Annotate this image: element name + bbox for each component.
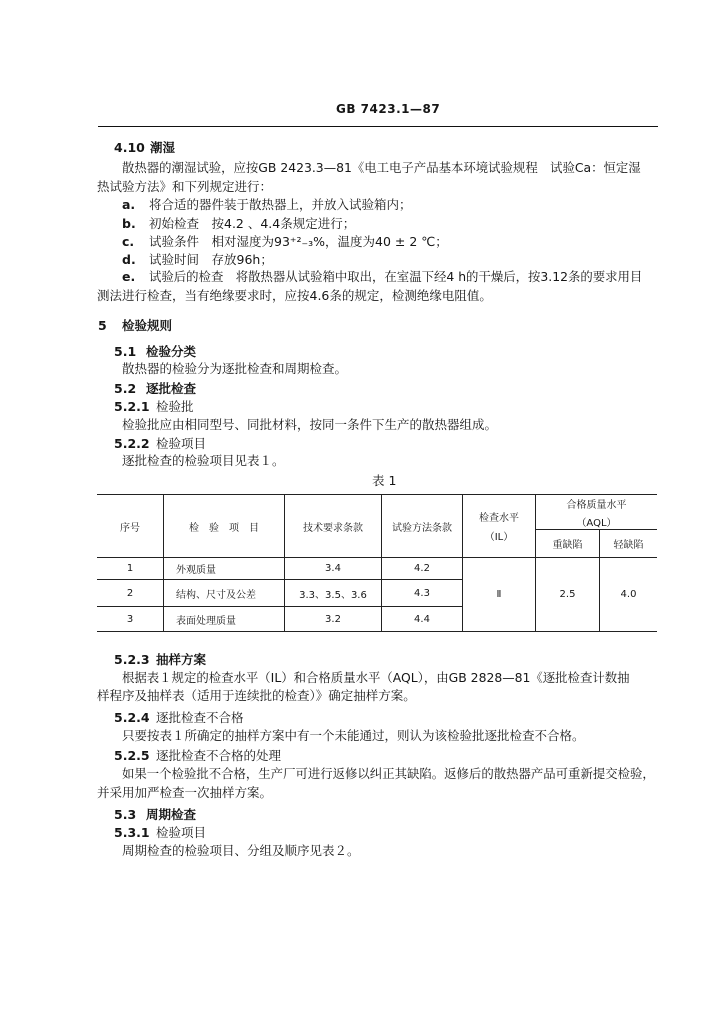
section-5-title: 检验规则 [122, 318, 173, 333]
section-5-2-title: 逐批检查 [146, 381, 197, 396]
table-cell: 4.3 [382, 580, 463, 607]
list-item-marker: b. [122, 216, 136, 231]
list-item-text: 试验后的检查 将散热器从试验箱中取出，在室温下经4 h的干燥后，按3.12条的要求用目 [149, 269, 643, 284]
paragraph-line: 样程序及抽样表（适用于连续批的检查）》确定抽样方案。 [97, 688, 416, 703]
section-5-2-4-title: 逐批检查不合格 [156, 710, 244, 725]
section-5-number: 5 [98, 318, 107, 333]
section-4-10-number: 4.10 [114, 140, 145, 155]
aql-header-line: 合格质量水平 [566, 499, 627, 511]
aql-header-line: （AQL） [576, 517, 617, 529]
table-header-cell [536, 495, 658, 530]
table-cell: 2.5 [536, 558, 600, 632]
section-5-2-3-title: 抽样方案 [156, 652, 207, 667]
section-5-2-3-number: 5.2.3 [114, 652, 150, 667]
section-5-2-1-number: 5.2.1 [114, 399, 150, 414]
table-header-cell: 序号 [97, 495, 164, 558]
paragraph-line: 热试验方法》和下列规定进行： [97, 179, 273, 194]
table-header-cell [463, 495, 536, 558]
table-1 [97, 494, 657, 632]
table-cell: 3.4 [285, 558, 382, 580]
page-header: GB 7423.1—87 [336, 102, 441, 116]
table-cell: 3.2 [285, 607, 382, 632]
table-header-cell: 轻缺陷 [600, 530, 658, 558]
table-cell: 结构、尺寸及公差 [164, 580, 285, 607]
section-5-2-5-title: 逐批检查不合格的处理 [156, 748, 282, 763]
paragraph-line: 只要按表１所确定的抽样方案中有一个未能通过，则认为该检验批逐批检查不合格。 [122, 728, 585, 743]
section-5-3-1-number: 5.3.1 [114, 825, 150, 840]
table-header-cell: 检 验 项 目 [164, 495, 285, 558]
section-5-2-4-number: 5.2.4 [114, 710, 150, 725]
paragraph-line: 测法进行检查，当有绝缘要求时，应按4.6条的规定，检测绝缘电阻值。 [97, 288, 492, 303]
table-cell: 4.0 [600, 558, 658, 632]
section-5-3-number: 5.3 [114, 807, 137, 822]
list-item-text: 初始检查 按4.2 、4.4条规定进行； [149, 216, 356, 231]
list-item-text: 试验条件 相对湿度为93⁺²₋₃%，温度为40 ± 2 ℃； [149, 234, 448, 249]
il-header-line: （IL） [484, 532, 514, 543]
table-cell: 2 [97, 580, 164, 607]
table-header-cell: 技术要求条款 [285, 495, 382, 558]
list-item-marker: d. [122, 252, 136, 267]
list-item-marker: e. [122, 269, 136, 284]
table-cell: 外观质量 [164, 558, 285, 580]
list-item-text: 将合适的器件装于散热器上，并放入试验箱内； [149, 197, 412, 212]
section-5-1-title: 检验分类 [146, 344, 197, 359]
il-header-line: 检查水平 [479, 513, 519, 524]
section-4-10-title: 潮湿 [150, 140, 176, 155]
table-caption: 表 1 [372, 473, 397, 488]
section-5-2-number: 5.2 [114, 381, 137, 396]
section-5-2-2-title: 检验项目 [156, 436, 207, 451]
section-5-3-title: 周期检查 [146, 807, 197, 822]
paragraph-line: 散热器的潮湿试验，应按GB 2423.3—81《电工电子产品基本环境试验规程 试验Ca：恒定湿 [122, 160, 641, 175]
table-cell: 表面处理质量 [164, 607, 285, 632]
table-cell: 1 [97, 558, 164, 580]
list-item-text: 试验时间 存放96h； [149, 252, 273, 267]
paragraph-line: 散热器的检验分为逐批检查和周期检查。 [122, 361, 348, 376]
table-cell: 4.2 [382, 558, 463, 580]
paragraph-line: 检验批应由相同型号、同批材料，按同一条件下生产的散热器组成。 [122, 417, 498, 432]
section-5-2-2-number: 5.2.2 [114, 436, 150, 451]
list-item-marker: c. [122, 234, 135, 249]
paragraph-line: 周期检查的检验项目、分组及顺序见表２。 [122, 843, 360, 858]
section-5-2-5-number: 5.2.5 [114, 748, 150, 763]
section-5-2-1-title: 检验批 [156, 399, 194, 414]
table-cell: 3.3、3.5、3.6 [285, 580, 382, 607]
paragraph-line: 如果一个检验批不合格，生产厂可进行返修以纠正其缺陷。返修后的散热器产品可重新提交检验， [122, 766, 655, 781]
table-cell: 4.4 [382, 607, 463, 632]
section-5-3-1-title: 检验项目 [156, 825, 207, 840]
table-header-cell: 重缺陷 [536, 530, 600, 558]
table-header-cell: 试验方法条款 [382, 495, 463, 558]
paragraph-line: 并采用加严检查一次抽样方案。 [97, 785, 273, 800]
table-row [97, 558, 657, 580]
paragraph-line: 根据表１规定的检查水平（IL）和合格质量水平（AQL），由GB 2828—81《逐批检查计数抽 [122, 670, 630, 685]
table-cell: Ⅱ [463, 558, 536, 632]
section-5-1-number: 5.1 [114, 344, 137, 359]
list-item-marker: a. [122, 197, 136, 212]
header-rule [98, 126, 658, 127]
paragraph-line: 逐批检查的检验项目见表１。 [122, 453, 285, 468]
table-cell: 3 [97, 607, 164, 632]
